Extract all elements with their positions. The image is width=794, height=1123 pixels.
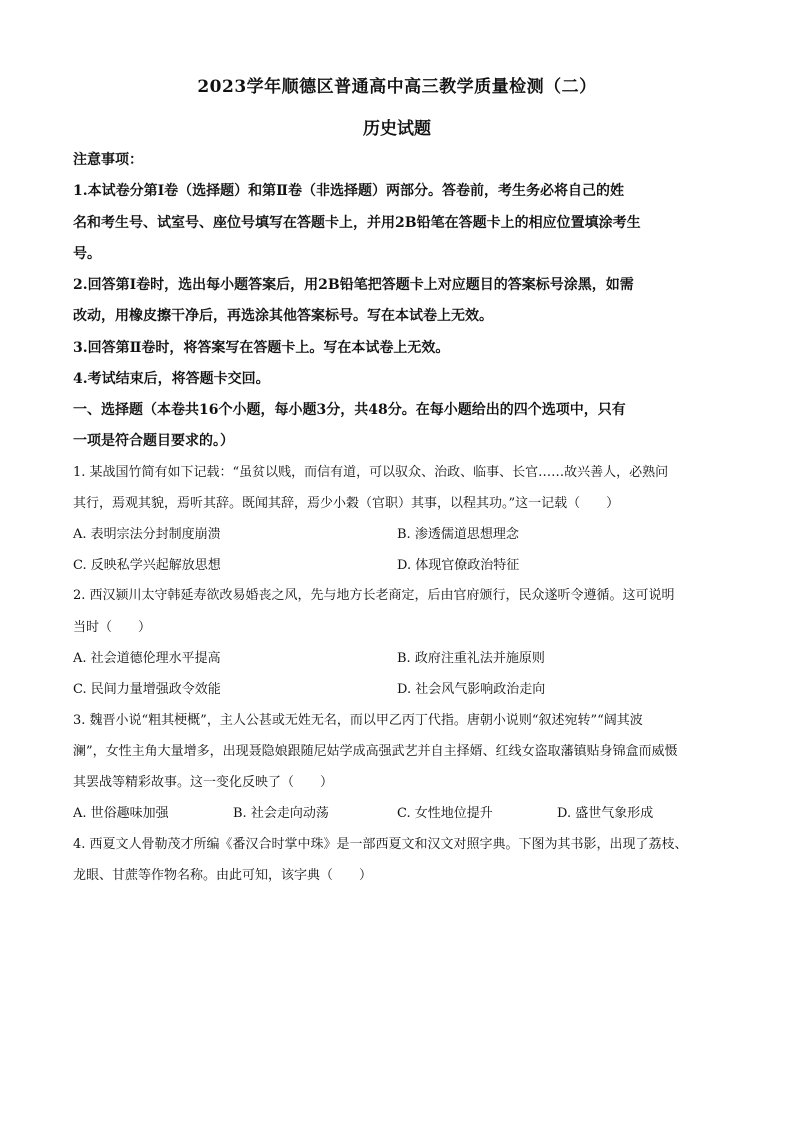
question-3-line: 3. 魏晋小说“粗其梗概”，主人公甚或无姓无名，而以甲乙丙丁代指。唐朝小说则“叙述宛转”“阔其波 (73, 713, 643, 728)
notice-item-1-line: 1.本试卷分第Ⅰ卷（选择题）和第Ⅱ卷（非选择题）两部分。答卷前，考生务必将自己的姓 (73, 183, 624, 199)
question-3-option-c: C. 女性地位提升 (397, 806, 493, 821)
notice-item-3: 3.回答第Ⅱ卷时，将答案写在答题卡上。写在本试卷上无效。 (73, 340, 450, 356)
section-heading-line: 一、选择题（本卷共16个小题，每小题3分，共48分。在每小题给出的四个选项中，只有 (73, 402, 626, 418)
exam-title: 2023学年顺德区普通高中高三教学质量检测（二） (197, 77, 597, 97)
notice-item-2-line: 2.回答第Ⅰ卷时，选出每小题答案后，用2B铅笔把答题卡上对应题目的答案标号涂黑，如需 (73, 277, 634, 293)
question-3-option-b: B. 社会走向动荡 (233, 806, 329, 821)
exam-subtitle: 历史试题 (363, 119, 431, 139)
question-2-option-d: D. 社会风气影响政治走向 (397, 682, 546, 697)
question-3-line: 其罢战等精彩故事。这一变化反映了（ ） (73, 775, 334, 790)
question-1-option-c: C. 反映私学兴起解放思想 (73, 558, 221, 573)
question-3-option-a: A. 世俗趣味加强 (73, 806, 169, 821)
notice-item-1-line: 名和考生号、试室号、座位号填写在答题卡上，并用2B铅笔在答题卡上的相应位置填涂考生 (73, 215, 641, 231)
question-4-line: 4. 西夏文人骨勒茂才所编《番汉合时掌中珠》是一部西夏文和汉文对照字典。下图为其书影，出现了荔枝、 (73, 837, 688, 852)
question-2-line: 当时（ ） (73, 620, 152, 635)
question-2-option-a: A. 社会道德伦理水平提高 (73, 651, 221, 666)
question-3-option-d: D. 盛世气象形成 (557, 806, 654, 821)
notice-item-4: 4.考试结束后，将答题卡交回。 (73, 371, 270, 387)
question-1-line: 其行，焉观其貌，焉听其辞。既闻其辞，焉少小穀（官职）其事，以程其功。”这一记载（ ） (73, 496, 620, 511)
question-1-option-b: B. 渗透儒道思想理念 (397, 527, 519, 542)
question-2-option-b: B. 政府注重礼法并施原则 (397, 651, 545, 666)
question-1-option-a: A. 表明宗法分封制度崩溃 (73, 527, 221, 542)
question-2-line: 2. 西汉颍川太守韩延寿欲改易婚丧之风，先与地方长老商定，后由官府颁行，民众遂听令遵循。这可说明 (73, 588, 675, 603)
question-2-option-c: C. 民间力量增强政令效能 (73, 682, 221, 697)
notice-item-2-line: 改动，用橡皮擦干净后，再选涂其他答案标号。写在本试卷上无效。 (73, 308, 493, 324)
question-1-option-d: D. 体现官僚政治特征 (397, 558, 520, 573)
question-4-line: 龙眼、甘蔗等作物名称。由此可知，该字典（ ） (73, 868, 373, 883)
section-heading-line: 一项是符合题目要求的。） (73, 433, 234, 449)
question-1-line: 1. 某战国竹简有如下记载：“虽贫以贱，而信有道，可以驭众、治政、临事、长官……故兴善人，必熟问 (73, 465, 669, 480)
notice-item-1-line: 号。 (73, 246, 101, 262)
notice-heading: 注意事项： (73, 152, 143, 168)
question-3-line: 澜”，女性主角大量增多，出现聂隐娘跟随尼姑学成高强武艺并自主择婿、红线女盗取藩镇贴身锦盒而威慑 (73, 744, 678, 759)
